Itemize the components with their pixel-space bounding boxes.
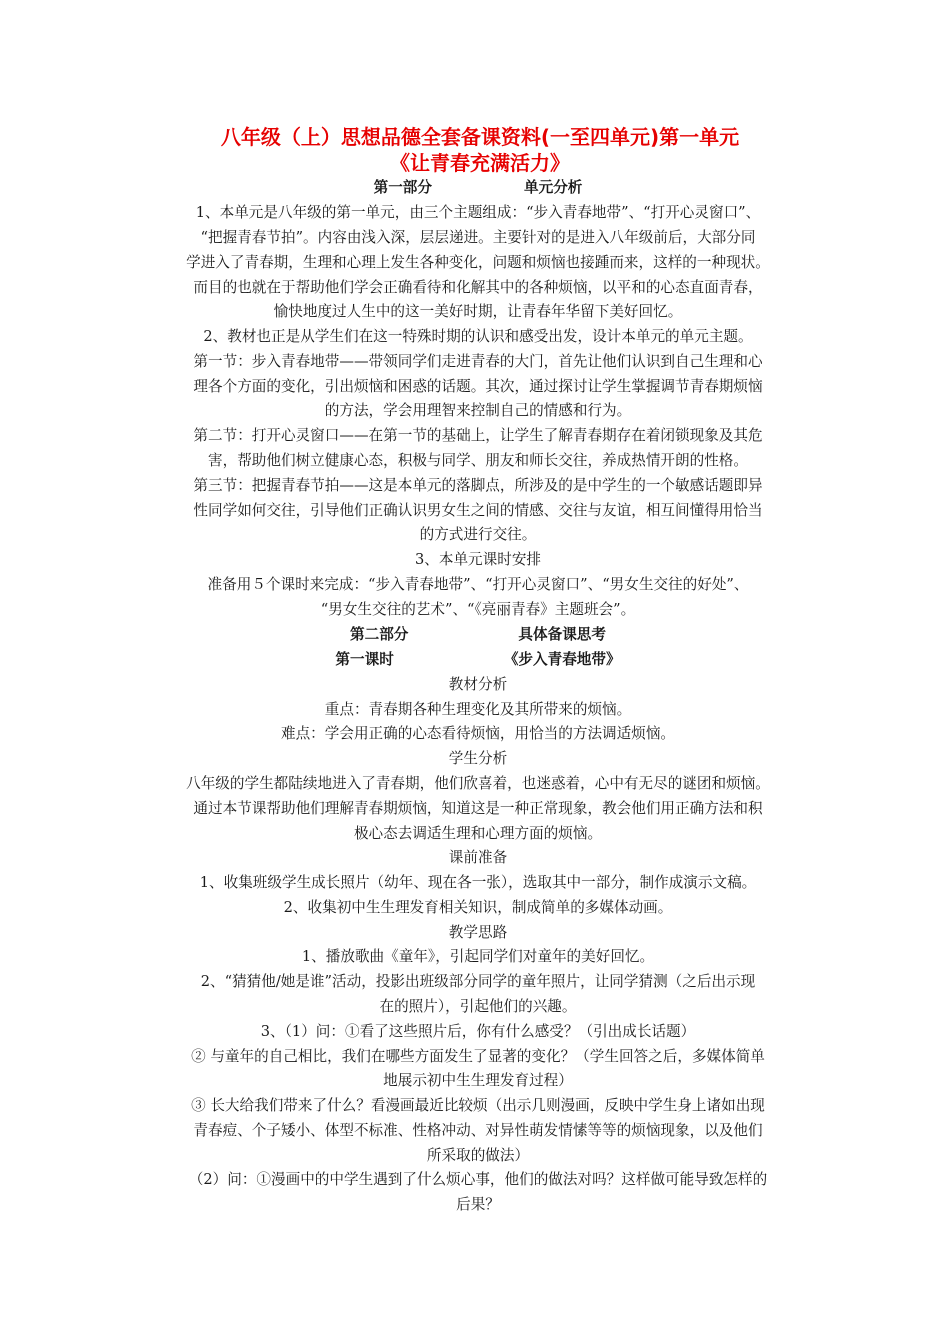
paragraph-line: 3、本单元课时安排 — [414, 551, 542, 568]
paragraph-line: 第三节：把握青春节拍——这是本单元的落脚点，所涉及的是中学生的一个敏感话题即异 — [193, 477, 763, 494]
part2-heading-title: 具体备课思考 — [518, 626, 606, 643]
document-subtitle: 《让青春充满活力》 — [390, 151, 570, 175]
paragraph-line: “男女生交往的艺术”、“《亮丽青春》主题班会”。 — [320, 601, 636, 618]
paragraph-line: 难点：学会用正确的心态看待烦恼，用恰当的方法调适烦恼。 — [280, 725, 676, 742]
lesson-title: 《步入青春地带》 — [503, 651, 621, 668]
paragraph-line: 第一节：步入青春地带——带领同学们走进青春的大门，首先让他们认识到自己生理和心 — [193, 353, 763, 370]
document-title: 八年级（上）思想品德全套备课资料(一至四单元)第一单元 — [220, 125, 740, 149]
section-heading: 教材分析 — [448, 676, 508, 693]
paragraph-line: 性同学如何交往，引导他们正确认识男女生之间的情感、交往与友谊，相互间懂得用恰当 — [193, 502, 763, 519]
paragraph-line: 2、收集初中生生理发育相关知识，制成简单的多媒体动画。 — [283, 899, 673, 916]
paragraph-line: 而目的也就在于帮助他们学会正确看待和化解其中的各种烦恼，以平和的心态直面青春， — [193, 279, 763, 296]
part2-heading — [140, 623, 816, 647]
paragraph-line: 愉快地度过人生中的这一美好时期，让青春年华留下美好回忆。 — [273, 303, 683, 320]
paragraph-line: 的方式进行交往。 — [419, 526, 537, 543]
part1-heading-label: 第一部分 — [373, 179, 432, 196]
paragraph-line: 在的照片），引起他们的兴趣。 — [379, 998, 577, 1015]
lesson-heading — [140, 648, 816, 672]
paragraph-line: 所采取的做法） — [426, 1147, 530, 1164]
paragraph-line: （2）问：①漫画中的中学生遇到了什么烦心事，他们的做法对吗？这样做可能导致怎样的 — [188, 1171, 768, 1188]
paragraph-line: 1、收集班级学生成长照片（幼年、现在各一张），选取其中一部分，制作成演示文稿。 — [199, 874, 757, 891]
part1-heading — [140, 176, 816, 200]
paragraph-line: 地展示初中生生理发育过程） — [383, 1072, 573, 1089]
section-heading: 教学思路 — [448, 924, 508, 941]
lesson-number: 第一课时 — [335, 651, 394, 668]
paragraph-line: 1、本单元是八年级的第一单元，由三个主题组成：“步入青春地带”、“打开心灵窗口”、 — [195, 204, 761, 221]
paragraph-line: 后果？ — [456, 1196, 500, 1213]
paragraph-line: 八年级的学生都陆续地进入了青春期，他们欣喜着，也迷惑着，心中有无尽的谜团和烦恼。 — [186, 775, 770, 792]
paragraph-line: ③ 长大给我们带来了什么？看漫画最近比较烦（出示几则漫画，反映中学生身上诸如出现 — [191, 1097, 765, 1114]
section-heading: 学生分析 — [448, 750, 508, 767]
paragraph-line: 2、“猜猜他/她是谁”活动，投影出班级部分同学的童年照片，让同学猜测（之后出示现 — [200, 973, 756, 990]
paragraph-line: 害，帮助他们树立健康心态，积极与同学、朋友和师长交往，养成热情开朗的性格。 — [208, 452, 748, 469]
paragraph-line: 3、（1）问：①看了这些照片后，你有什么感受？（引出成长话题） — [260, 1023, 696, 1040]
paragraph-line: 通过本节课帮助他们理解青春期烦恼，知道这是一种正常现象，教会他们用正确方法和积 — [193, 800, 763, 817]
paragraph-line: ② 与童年的自己相比，我们在哪些方面发生了显著的变化？（学生回答之后，多媒体简单 — [191, 1048, 765, 1065]
paragraph-line: 准备用５个课时来完成：“步入青春地带”、“打开心灵窗口”、“男女生交往的好处”、 — [207, 576, 749, 593]
paragraph-line: 1、播放歌曲《童年》，引起同学们对童年的美好回忆。 — [301, 948, 655, 965]
part2-heading-label: 第二部分 — [350, 626, 409, 643]
paragraph-line: 理各个方面的变化，引出烦恼和困惑的话题。其次，通过探讨让学生掌握调节青春期烦恼 — [193, 378, 763, 395]
paragraph-line: 的方法，学会用理智来控制自己的情感和行为。 — [324, 402, 632, 419]
part1-heading-title: 单元分析 — [524, 179, 583, 196]
paragraph-line: 重点：青春期各种生理变化及其所带来的烦恼。 — [324, 701, 632, 718]
paragraph-line: 青春痘、个子矮小、体型不标准、性格冲动、对异性萌发情愫等等的烦恼现象，以及他们 — [193, 1122, 763, 1139]
paragraph-line: 学进入了青春期，生理和心理上发生各种变化，问题和烦恼也接踵而来，这样的一种现状。 — [186, 254, 770, 271]
paragraph-line: 第二节：打开心灵窗口——在第一节的基础上，让学生了解青春期存在着闭锁现象及其危 — [193, 427, 763, 444]
paragraph-line: 极心态去调适生理和心理方面的烦恼。 — [353, 825, 603, 842]
section-heading: 课前准备 — [448, 849, 508, 866]
paragraph-line: 2、教材也正是从学生们在这一特殊时期的认识和感受出发，设计本单元的单元主题。 — [203, 328, 753, 345]
paragraph-line: “把握青春节拍”。内容由浅入深，层层递进。主要针对的是进入八年级前后，大部分同 — [200, 229, 756, 246]
